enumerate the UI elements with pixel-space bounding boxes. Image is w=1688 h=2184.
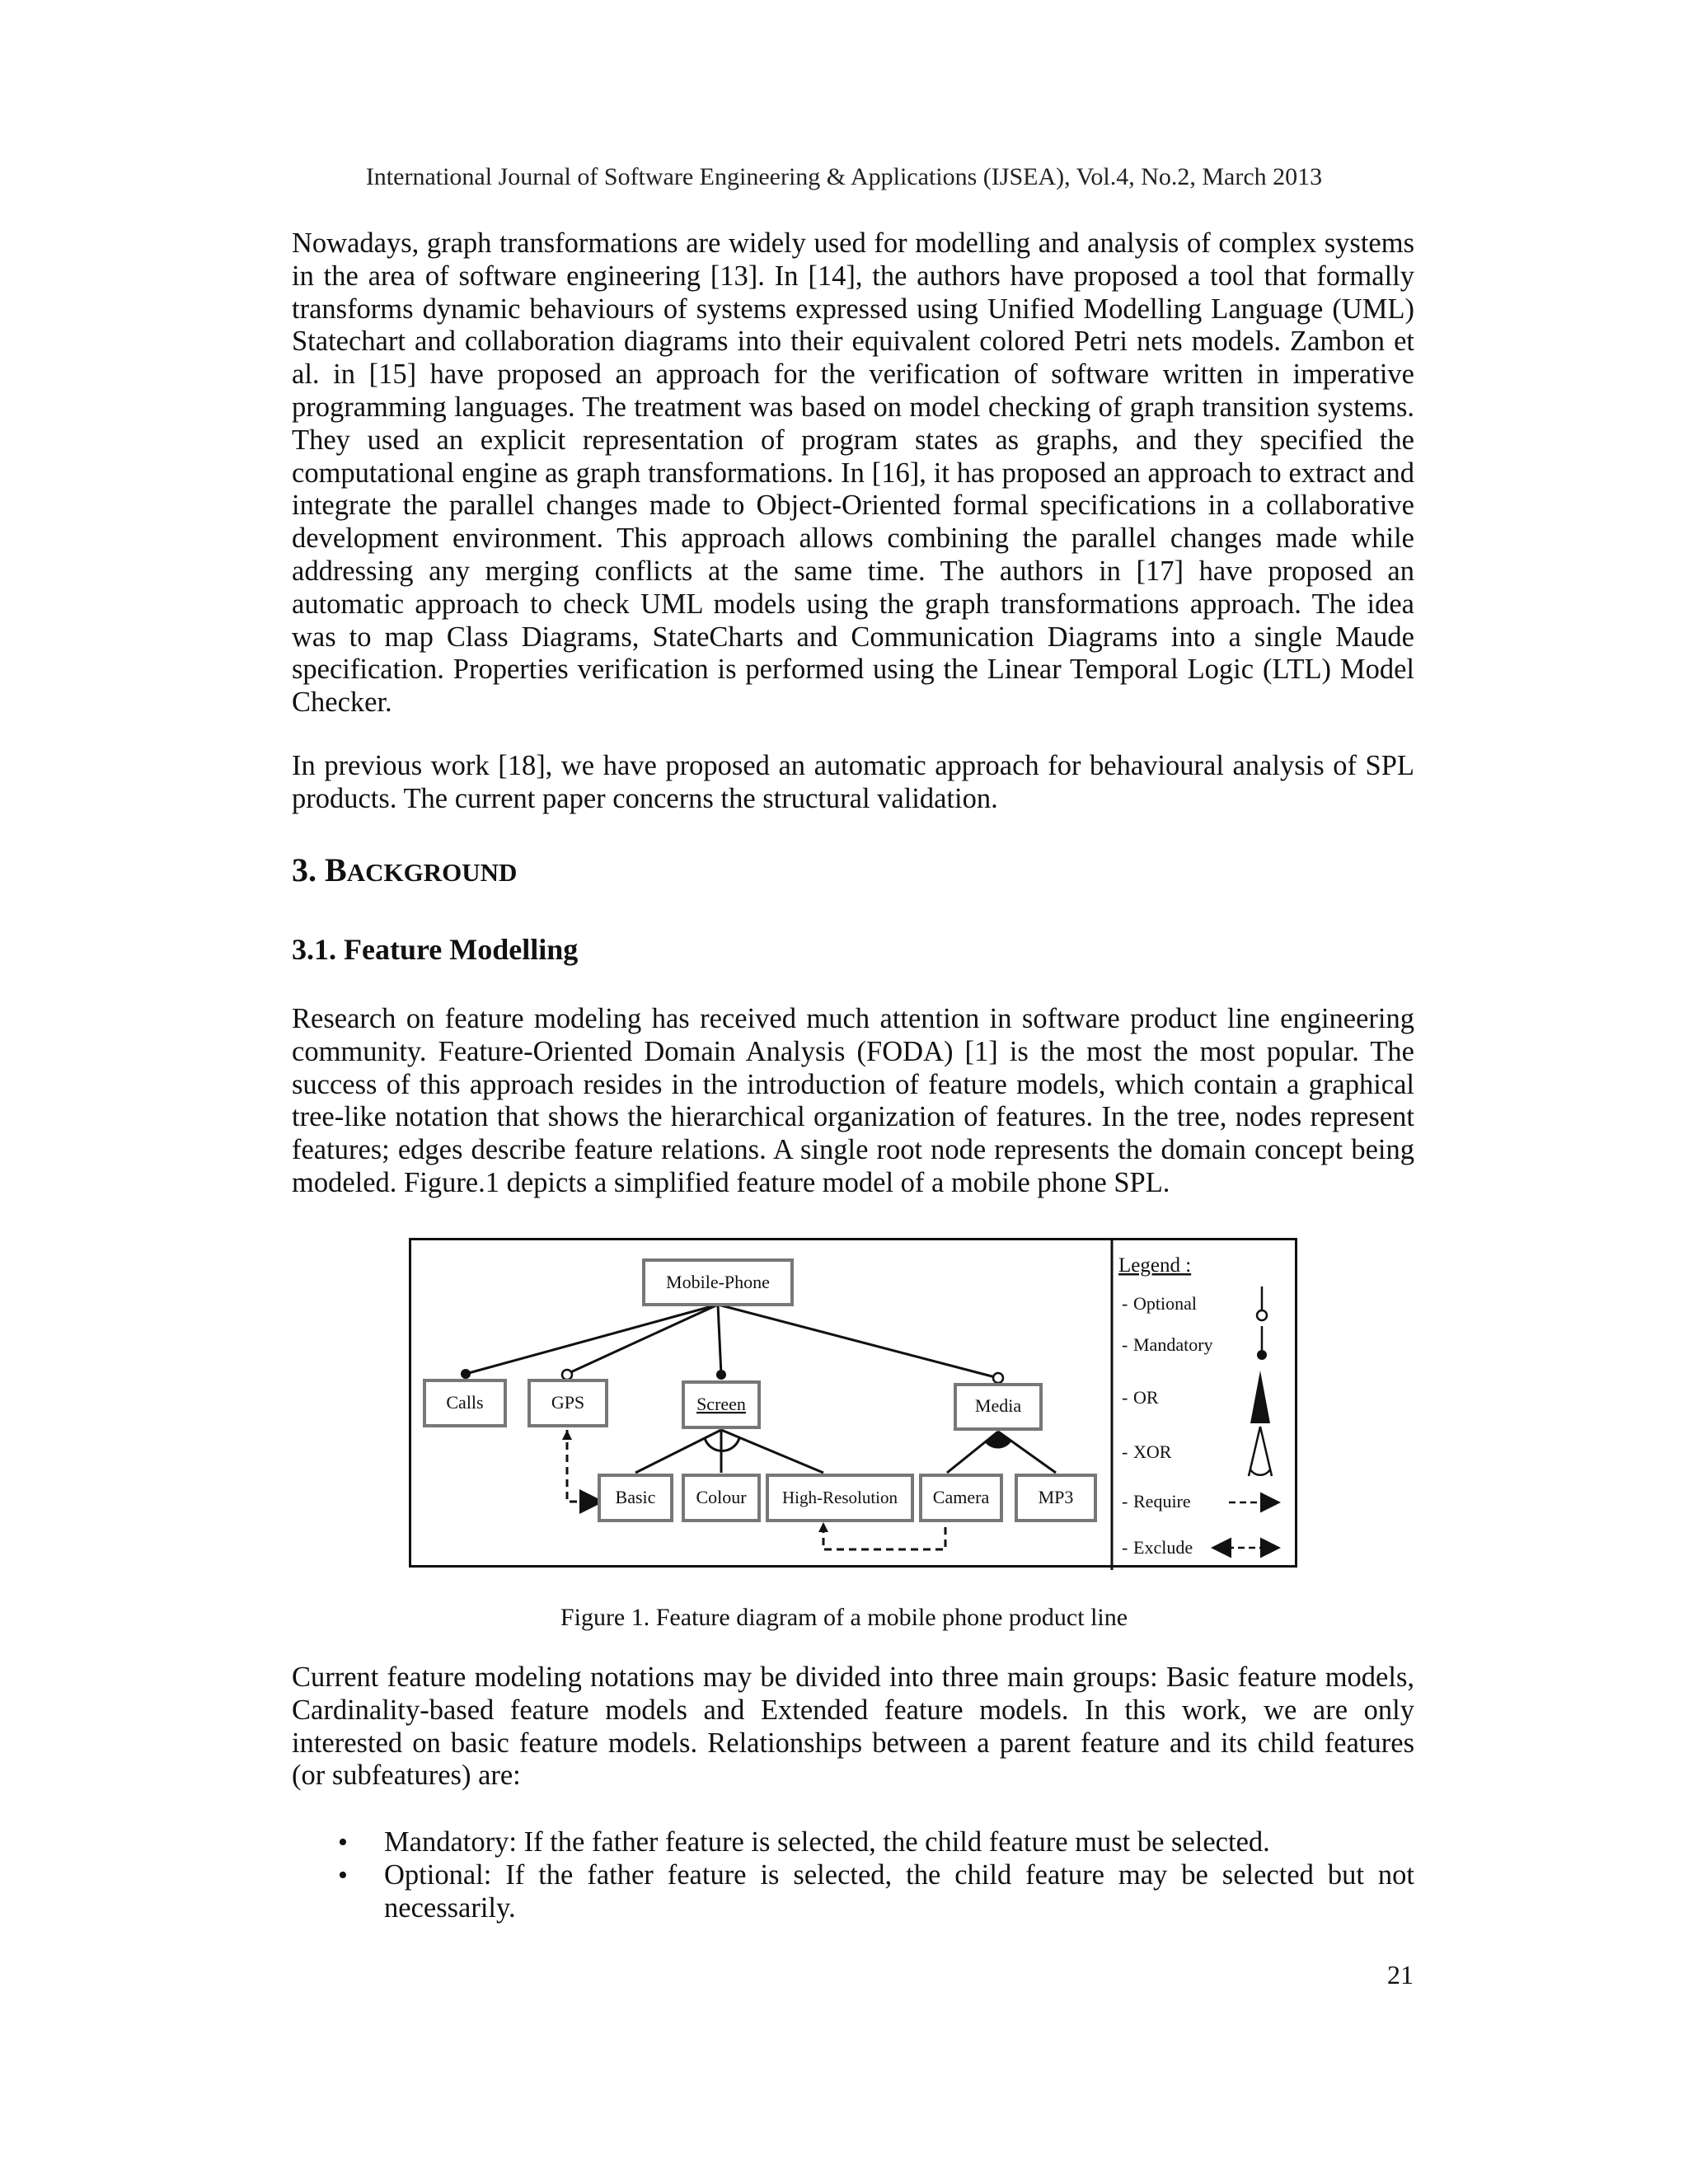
legend-optional-label: Optional [1133, 1293, 1197, 1314]
bullet-text-optional: Optional: If the father feature is selected, the child feature may be selected but not necessarily. [384, 1858, 1414, 1924]
page-number: 21 [1387, 1960, 1414, 1990]
exclude-highres-camera [823, 1526, 945, 1549]
legend-title: Legend : [1118, 1254, 1192, 1277]
legend-mandatory-label: Mandatory [1133, 1334, 1213, 1355]
bullet-item [292, 1859, 1414, 1925]
running-header: International Journal of Software Engineering & Applications (IJSEA), Vol.4, No.2, March 2013 [365, 163, 1323, 190]
legend-mandatory-dash: - [1122, 1334, 1128, 1355]
figure-caption: Figure 1. Feature diagram of a mobile phone product line [560, 1604, 1128, 1631]
bullet-dot: • [338, 1859, 348, 1891]
paragraph-notations: Current feature modeling notations may be divided into three main groups: Basic feature models, Cardinality-based feature models and Extended feature models. In this work, we are only interested on basic feature models. Relationships between a parent feature and its child features (or subfeatures) are: [292, 1661, 1414, 1792]
edge-screen-highres [721, 1430, 823, 1473]
mandatory-marker-screen [716, 1370, 726, 1380]
edge-screen-basic [635, 1430, 721, 1473]
node-root-label: Mobile-Phone [666, 1272, 770, 1292]
legend-or-label: OR [1133, 1387, 1159, 1408]
node-screen-label: Screen [696, 1394, 746, 1414]
legend-exclude-dash: - [1122, 1537, 1128, 1558]
legend-optional-symbol [1257, 1310, 1267, 1320]
section-number: 3. [292, 851, 316, 888]
node-colour-label: Colour [696, 1487, 747, 1507]
edge-media-mp3 [998, 1432, 1056, 1473]
mandatory-marker-calls [461, 1369, 471, 1379]
legend-xor-dash: - [1122, 1441, 1128, 1462]
legend-require-dash: - [1122, 1491, 1128, 1511]
node-calls-label: Calls [446, 1392, 484, 1413]
legend-optional-dash: - [1122, 1293, 1128, 1314]
paragraph-feature-modeling: Research on feature modeling has received much attention in software product line engineering community. Feature-Oriented Domain Analysis (FODA) [1] is the most the most popular. The success of this approach resides in the introduction of feature models, which contain a graphical tree-like notation that shows the hierarchical organization of features. In the tree, nodes represent features; edges describe feature relations. A single root node represents the domain concept being modeled. Figure.1 depicts a simplified feature model of a mobile phone SPL. [292, 1003, 1414, 1198]
section-title-rest: ACKGROUND [346, 858, 518, 887]
node-media-label: Media [974, 1395, 1022, 1416]
bullet-item [292, 1826, 1414, 1859]
section-title-first: B [325, 851, 347, 888]
subsection-heading: 3.1. Feature Modelling [292, 933, 579, 966]
paragraph-related-work: Nowadays, graph transformations are widely used for modelling and analysis of complex systems in the area of software engineering [13]. In [14], the authors have proposed a tool that formally transforms dynamic behaviours of systems expressed using Unified Modelling Language (UML) Statechart and collaboration diagrams into their equivalent colored Petri nets models. Zambon et al. in [15] have proposed an approach for the verification of software written in imperative programming languages. The treatment was based on model checking of graph transition systems. They used an explicit representation of program states as graphs, and they specified the computational engine as graph transformations. In [16], it has proposed an approach to extract and integrate the parallel changes made to Object-Oriented formal specifications in a collaborative development environment. This approach allows combining the parallel changes made while addressing any merging conflicts at the same time. The authors in [17] have proposed an automatic approach to check UML models using the graph transformations approach. The idea was to map Class Diagrams, StateCharts and Communication Diagrams into a single Maude specification. Properties verification is performed using the Linear Temporal Logic (LTL) Model Checker. [292, 227, 1414, 719]
paragraph-previous-work: In previous work [18], we have proposed an automatic approach for behavioural analysis of SPL products. The current paper concerns the structural validation. [292, 750, 1414, 814]
node-gps-label: GPS [551, 1392, 585, 1413]
require-gps-arrowhead [562, 1430, 572, 1440]
legend-require-label: Require [1133, 1491, 1191, 1511]
feature-diagram-svg [411, 1240, 1300, 1570]
optional-marker-media [993, 1373, 1003, 1383]
legend-xor-label: XOR [1133, 1441, 1172, 1462]
edge-root-media [718, 1305, 998, 1378]
feature-diagram-figure [409, 1238, 1297, 1568]
bullet-dot: • [338, 1827, 348, 1858]
node-mp3-label: MP3 [1038, 1487, 1074, 1507]
legend-or-dash: - [1122, 1387, 1128, 1408]
legend-mandatory-symbol [1257, 1350, 1267, 1360]
edge-media-camera [947, 1432, 998, 1473]
node-camera-label: Camera [932, 1487, 990, 1507]
bullet-text-mandatory: Mandatory: If the father feature is selected, the child feature must be selected. [384, 1826, 1270, 1858]
require-gps-basic [567, 1430, 599, 1502]
node-highres-label: High-Resolution [782, 1488, 898, 1507]
legend-or-symbol [1250, 1371, 1270, 1423]
legend-xor-symbol [1249, 1427, 1272, 1476]
node-basic-label: Basic [615, 1487, 656, 1507]
edge-root-screen [718, 1305, 721, 1375]
exclude-arrowhead [818, 1522, 828, 1532]
optional-marker-gps [562, 1370, 572, 1380]
section-heading [292, 851, 517, 889]
legend-exclude-label: Exclude [1133, 1537, 1193, 1558]
relationship-bullet-list [292, 1826, 1414, 1924]
or-arc [985, 1432, 1011, 1449]
